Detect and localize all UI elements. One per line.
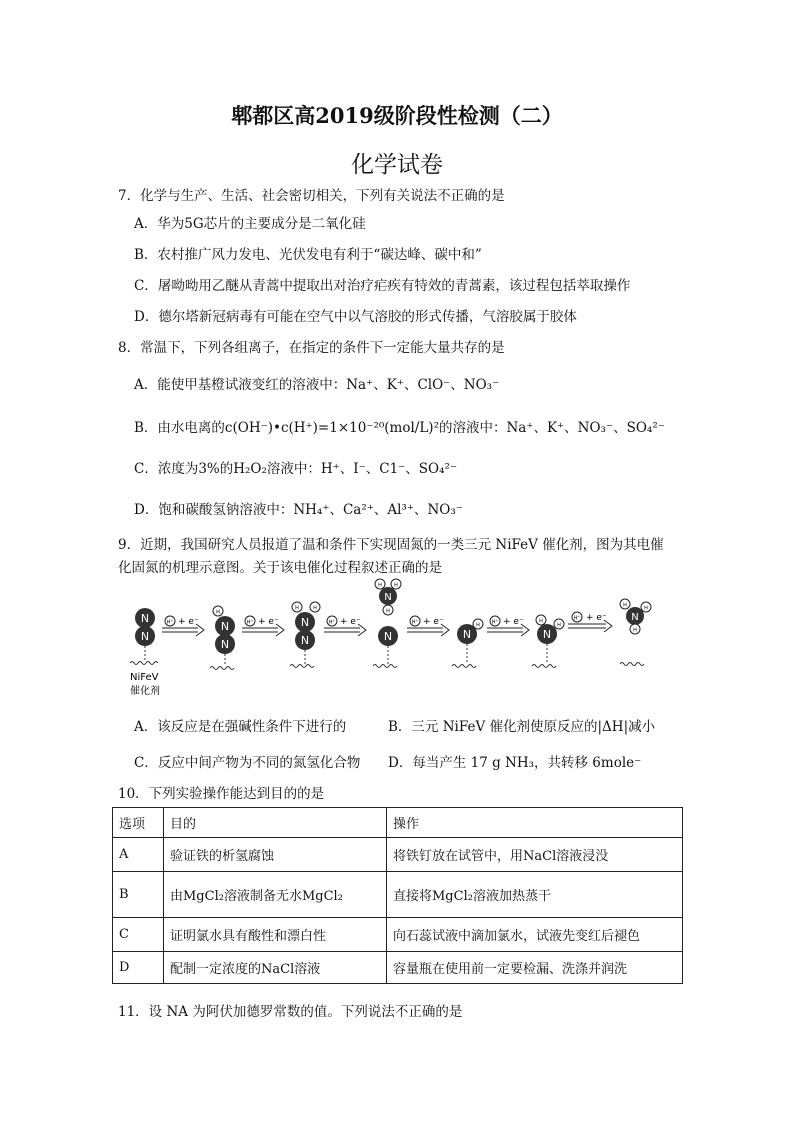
svg-text:N: N <box>462 628 472 641</box>
exam-title: 郫都区高2019级阶段性检测（二） <box>231 103 563 128</box>
species-nh <box>457 619 483 664</box>
table-cell: 验证铁的析氢腐蚀 <box>164 838 387 872</box>
q9-stem-line2: 化固氮的机理示意图。关于该电催化过程叙述正确的是 <box>118 560 442 576</box>
svg-text:+ e⁻: + e⁻ <box>503 617 524 627</box>
table-cell: 容量瓶在使用前一定要检漏、洗涤并润洗 <box>387 952 683 984</box>
svg-text:+ e⁻: + e⁻ <box>586 613 607 623</box>
svg-text:H: H <box>216 609 220 616</box>
species-nh3 <box>620 599 651 634</box>
arrow-step-6 <box>568 612 612 632</box>
svg-text:H⁺: H⁺ <box>166 619 174 626</box>
q9-stem-line1: 9．近期，我国研究人员报道了温和条件下实现固氮的一类三元 NiFeV 催化剂，图为其电催 <box>118 537 664 553</box>
exam-subtitle: 化学试卷 <box>351 152 443 178</box>
catalyst-label-1: NiFeV <box>130 672 159 683</box>
q8-option-b: B．由水电离的c(OH⁻)•c(H⁺)=1×10⁻²⁰(mol/L)²的溶液中：Na⁺、K⁺、NO₃⁻、SO₄²⁻ <box>134 420 665 436</box>
svg-text:H⁺: H⁺ <box>573 615 581 622</box>
species-nh3-release <box>375 579 401 664</box>
q8-option-c: C．浓度为3%的H₂O₂溶液中：H⁺、I⁻、C1⁻、SO₄²⁻ <box>134 461 458 477</box>
table-cell: D <box>113 952 164 984</box>
table-header-row <box>113 808 683 838</box>
arrow-step-5 <box>487 616 529 636</box>
svg-text:H: H <box>313 605 317 612</box>
svg-text:+ e⁻: + e⁻ <box>178 617 199 627</box>
svg-text:H: H <box>539 618 543 625</box>
species-n2 <box>135 608 155 660</box>
table-cell: 直接将MgCl₂溶液加热蒸干 <box>387 872 683 918</box>
svg-text:+ e⁻: + e⁻ <box>258 617 279 627</box>
table-cell: 证明氯水具有酸性和漂白性 <box>164 918 387 952</box>
species-n2h2 <box>292 602 320 664</box>
q7-option-b: B．农村推广风力发电、光伏发电有利于“碳达峰、碳中和” <box>134 247 482 263</box>
species-n2h <box>213 606 235 666</box>
table-row <box>113 952 683 984</box>
table-cell: B <box>113 872 164 918</box>
catalyst-label-2: 催化剂 <box>130 686 160 697</box>
svg-text:H: H <box>633 627 637 634</box>
svg-text:+ e⁻: + e⁻ <box>423 617 444 627</box>
q9-option-c: C．反应中间产物为不同的氮氢化合物 <box>134 755 361 771</box>
table-header-cell: 操作 <box>387 808 683 838</box>
svg-text:N: N <box>631 612 639 623</box>
q7-stem: 7．化学与生产、生活、社会密切相关，下列有关说法不正确的是 <box>118 188 505 204</box>
table-cell: A <box>113 838 164 872</box>
svg-text:H: H <box>557 622 561 629</box>
svg-text:H⁺: H⁺ <box>491 619 499 626</box>
table-cell: 配制一定浓度的NaCl溶液 <box>164 952 387 984</box>
svg-text:N: N <box>384 592 392 603</box>
catalyst-surfaces <box>130 662 644 670</box>
svg-text:N: N <box>220 620 230 633</box>
q11-stem: 11．设 NA 为阿伏加德罗常数的值。下列说法不正确的是 <box>118 1004 463 1020</box>
arrow-step-4 <box>407 616 449 636</box>
table-cell: 由MgCl₂溶液制备无水MgCl₂ <box>164 872 387 918</box>
svg-text:H: H <box>394 582 398 589</box>
species-nh2 <box>536 615 564 664</box>
q9-option-b: B．三元 NiFeV 催化剂使原反应的|ΔH|减小 <box>388 719 656 735</box>
svg-text:N: N <box>300 634 310 647</box>
q7-option-a: A．华为5G芯片的主要成分是二氧化硅 <box>134 216 366 232</box>
svg-text:H: H <box>386 608 390 615</box>
svg-text:H⁺: H⁺ <box>246 619 254 626</box>
svg-text:N: N <box>140 630 150 643</box>
q9-option-d: D．每当产生 17 g NH₃，共转移 6mole⁻ <box>388 755 642 771</box>
svg-text:N: N <box>140 612 150 625</box>
table-header-cell: 目的 <box>164 808 387 838</box>
svg-text:N: N <box>383 630 393 643</box>
table-cell: 将铁钉放在试管中，用NaCl溶液浸没 <box>387 838 683 872</box>
q7-option-c: C．屠呦呦用乙醚从青蒿中提取出对治疗疟疾有特效的青蒿素，该过程包括萃取操作 <box>134 278 631 294</box>
table-row <box>113 838 683 872</box>
svg-text:H: H <box>644 605 648 612</box>
arrow-step-1 <box>162 616 204 636</box>
q7-option-d: D．德尔塔新冠病毒有可能在空气中以气溶胶的形式传播，气溶胶属于胶体 <box>134 309 577 325</box>
svg-text:H: H <box>378 582 382 589</box>
svg-text:+ e⁻: + e⁻ <box>340 617 361 627</box>
svg-text:N: N <box>542 628 552 641</box>
table-header-cell: 选项 <box>113 808 164 838</box>
svg-text:H⁺: H⁺ <box>328 619 336 626</box>
q10-stem: 10．下列实验操作能达到目的的是 <box>118 786 325 802</box>
q9-option-a: A．该反应是在强碱性条件下进行的 <box>134 719 347 735</box>
svg-text:N: N <box>220 638 230 651</box>
q8-stem: 8．常温下，下列各组离子，在指定的条件下一定能大量共存的是 <box>118 340 505 356</box>
arrow-step-3 <box>324 616 366 636</box>
mechanism-diagram <box>110 578 670 698</box>
experiment-table <box>112 807 683 984</box>
table-cell: C <box>113 918 164 952</box>
q8-option-a: A．能使甲基橙试液变红的溶液中：Na⁺、K⁺、ClO⁻、NO₃⁻ <box>134 377 500 393</box>
q8-option-d: D．饱和碳酸氢钠溶液中：NH₄⁺、Ca²⁺、Al³⁺、NO₃⁻ <box>134 502 463 518</box>
table-row <box>113 872 683 918</box>
svg-text:H⁺: H⁺ <box>411 619 419 626</box>
svg-text:H: H <box>476 622 480 629</box>
svg-text:H: H <box>623 602 627 609</box>
svg-text:N: N <box>300 616 310 629</box>
table-cell: 向石蕊试液中滴加氯水，试液先变红后褪色 <box>387 918 683 952</box>
table-row <box>113 918 683 952</box>
arrow-step-2 <box>242 616 284 636</box>
svg-text:H: H <box>295 605 299 612</box>
